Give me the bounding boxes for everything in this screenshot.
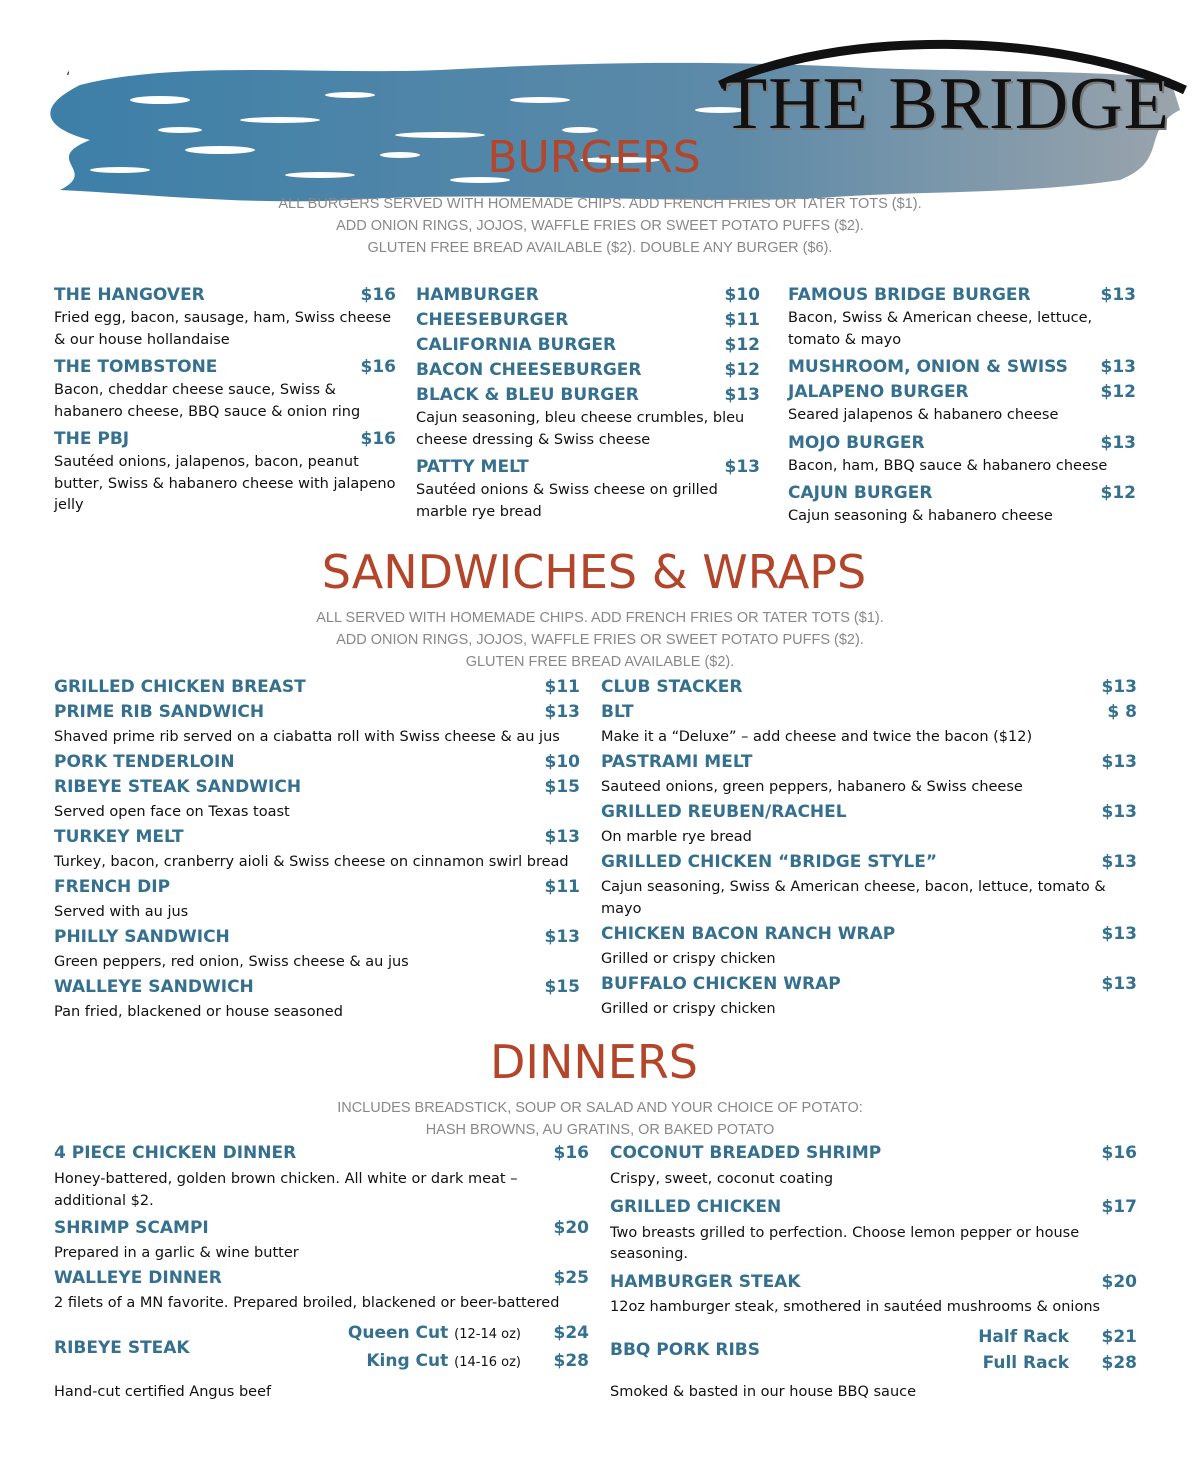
menu-item [54, 675, 580, 700]
sandwiches-title: SANDWICHES & WRAPS [321, 545, 867, 599]
sandwiches-column-2 [601, 675, 1137, 1022]
menu-item [788, 431, 1146, 456]
burgers-notes [0, 193, 1200, 259]
menu-item [610, 1270, 1137, 1295]
item-description: Served open face on Texas toast [54, 804, 290, 820]
item-name: 4 PIECE CHICKEN DINNER [54, 1143, 297, 1163]
item-name: PASTRAMI MELT [601, 752, 753, 772]
dinners-column-1 [54, 1141, 589, 1404]
burgers-column-2 [416, 283, 760, 523]
menu-item [416, 308, 760, 333]
dinners-column-2 [610, 1141, 1137, 1403]
menu-item [601, 700, 1137, 725]
ribs-options [978, 1324, 1137, 1376]
item-price: $20 [553, 1218, 589, 1238]
item-description: Turkey, bacon, cranberry aioli & Swiss cheese on cinnamon swirl bread [54, 854, 569, 870]
item-price: $17 [1101, 1196, 1137, 1217]
item-name: PORK TENDERLOIN [54, 752, 235, 772]
sandwiches-notes [0, 607, 1200, 673]
item-price: $13 [724, 385, 760, 405]
item-description: Crispy, sweet, coconut coating [610, 1171, 834, 1187]
item-price: $ 8 [1107, 702, 1137, 722]
item-price: $13 [724, 457, 760, 477]
item-name: WALLEYE SANDWICH [54, 977, 254, 997]
burgers-note-3: GLUTEN FREE BREAD AVAILABLE ($2). DOUBLE ANY BURGER ($6). [367, 240, 833, 256]
menu-item [54, 925, 580, 950]
dinners-note-2: HASH BROWNS, AU GRATINS, OR BAKED POTATO [425, 1122, 775, 1138]
item-name: HAMBURGER [416, 285, 539, 305]
menu-item [788, 481, 1146, 506]
item-name: BBQ PORK RIBS [610, 1339, 760, 1360]
item-description: Sautéed onions, jalapenos, bacon, peanut butter, Swiss & habanero cheese with jalapeno jelly [54, 454, 396, 513]
rack-name: Full Rack [982, 1352, 1069, 1373]
item-name: BUFFALO CHICKEN WRAP [601, 974, 841, 994]
item-price: $16 [360, 285, 396, 305]
menu-item [54, 700, 580, 725]
item-description: Two breasts grilled to perfection. Choose lemon pepper or house seasoning. [610, 1224, 1080, 1262]
item-description: Grilled or crispy chicken [601, 1001, 776, 1017]
item-description: Pan fried, blackened or house seasoned [54, 1004, 343, 1020]
item-price: $25 [553, 1268, 589, 1288]
menu-item [416, 358, 760, 383]
cut-name: Queen Cut [347, 1323, 449, 1343]
item-description: Sautéed onions & Swiss cheese on grilled marble rye bread [416, 482, 718, 520]
menu-item [54, 355, 396, 380]
dinners-notes [0, 1097, 1200, 1141]
item-price: $10 [544, 752, 580, 772]
item-description: Sauteed onions, green peppers, habanero & Swiss cheese [601, 779, 1023, 795]
item-description: Smoked & basted in our house BBQ sauce [610, 1383, 917, 1400]
item-price: $16 [1101, 1143, 1137, 1163]
item-name: CHEESEBURGER [416, 310, 569, 330]
cut-size: (14-16 oz) [454, 1355, 521, 1370]
bbq-pork-ribs-item [610, 1324, 1137, 1376]
item-name: GRILLED CHICKEN [610, 1196, 782, 1217]
item-price: $12 [724, 335, 760, 355]
menu-item [416, 455, 760, 480]
item-description: Cajun seasoning, bleu cheese crumbles, bleu cheese dressing & Swiss cheese [416, 410, 745, 448]
cut-option [348, 1320, 589, 1348]
rack-price: $21 [1101, 1326, 1137, 1347]
menu-item [54, 1216, 589, 1241]
item-name: TURKEY MELT [54, 827, 184, 847]
item-name: CAJUN BURGER [788, 483, 933, 503]
item-price: $13 [1100, 285, 1136, 305]
item-description: Shaved prime rib served on a ciabatta roll with Swiss cheese & au jus [54, 729, 560, 745]
burgers-column-3 [788, 283, 1146, 528]
cut-size: (12-14 oz) [454, 1327, 521, 1342]
item-name: THE HANGOVER [54, 285, 205, 305]
item-description: Bacon, cheddar cheese sauce, Swiss & habanero cheese, BBQ sauce & onion ring [54, 382, 361, 420]
item-price: $15 [544, 977, 580, 997]
item-name: CLUB STACKER [601, 677, 743, 697]
item-price: $13 [1101, 924, 1137, 944]
item-description: Honey-battered, golden brown chicken. All white or dark meat – additional $2. [54, 1171, 518, 1209]
item-price: $13 [1101, 752, 1137, 772]
cut-option [348, 1348, 589, 1376]
menu-item [54, 427, 396, 452]
menu-item [54, 283, 396, 308]
item-name: BLT [601, 702, 634, 722]
menu-item [416, 383, 760, 408]
item-price: $13 [1100, 432, 1136, 453]
item-price: $13 [544, 827, 580, 847]
rack-name: Half Rack [978, 1326, 1069, 1347]
menu-item [601, 800, 1137, 825]
item-name: THE PBJ [54, 429, 130, 449]
item-description: Green peppers, red onion, Swiss cheese & au jus [54, 954, 409, 970]
sandwiches-note-3: GLUTEN FREE BREAD AVAILABLE ($2). [465, 654, 735, 670]
rack-price: $28 [1101, 1352, 1137, 1373]
item-description: Cajun seasoning & habanero cheese [788, 508, 1053, 524]
item-name: PATTY MELT [416, 457, 529, 477]
item-name: PRIME RIB SANDWICH [54, 702, 265, 722]
item-price: $11 [544, 677, 580, 697]
rack-option [978, 1324, 1137, 1350]
ribeye-steak-item [54, 1320, 589, 1376]
item-name: MUSHROOM, ONION & SWISS [788, 357, 1068, 377]
menu-item [601, 750, 1137, 775]
menu-item [601, 922, 1137, 947]
item-name: RIBEYE STEAK [54, 1338, 190, 1358]
item-name: WALLEYE DINNER [54, 1268, 222, 1288]
item-description: Prepared in a garlic & wine butter [54, 1245, 299, 1261]
sandwiches-note-1: ALL SERVED WITH HOMEMADE CHIPS. ADD FRENCH FRIES OR TATER TOTS ($1). [316, 610, 884, 626]
menu-item [610, 1195, 1137, 1220]
item-description: Bacon, Swiss & American cheese, lettuce, tomato & mayo [788, 310, 1093, 348]
item-name: GRILLED CHICKEN BREAST [54, 677, 306, 697]
burgers-title: BURGERS [487, 132, 701, 183]
item-name: GRILLED CHICKEN “BRIDGE STYLE” [601, 852, 938, 872]
item-description: Served with au jus [54, 904, 189, 920]
item-price: $12 [1100, 483, 1136, 503]
item-description: Fried egg, bacon, sausage, ham, Swiss cheese & our house hollandaise [54, 310, 392, 348]
menu-item [54, 825, 580, 850]
stray-mark: ‘ [66, 70, 71, 86]
item-price: $13 [1101, 974, 1137, 994]
menu-item [54, 1266, 589, 1291]
item-name: PHILLY SANDWICH [54, 927, 230, 947]
item-description: 2 filets of a MN favorite. Prepared broiled, blackened or beer-battered [54, 1295, 560, 1311]
item-description: Grilled or crispy chicken [601, 951, 776, 967]
item-name: COCONUT BREADED SHRIMP [610, 1143, 882, 1163]
sandwiches-column-1 [54, 675, 580, 1025]
item-description: 12oz hamburger steak, smothered in sautéed mushrooms & onions [610, 1298, 1101, 1315]
item-price: $13 [1101, 852, 1137, 872]
item-name: MOJO BURGER [788, 432, 925, 453]
menu-item [788, 355, 1146, 380]
menu-item [54, 1141, 589, 1166]
item-name: CHICKEN BACON RANCH WRAP [601, 924, 896, 944]
item-price: $13 [1100, 357, 1136, 377]
item-price: $12 [724, 360, 760, 380]
menu-item [610, 1141, 1137, 1166]
menu-item [54, 875, 580, 900]
menu-item [416, 283, 760, 308]
cut-name: King Cut [366, 1351, 449, 1371]
item-price: $13 [544, 927, 580, 947]
item-name: FRENCH DIP [54, 877, 171, 897]
dinners-note-1: INCLUDES BREADSTICK, SOUP OR SALAD AND YOUR CHOICE OF POTATO: [337, 1100, 863, 1116]
ribeye-cuts [348, 1320, 589, 1376]
item-price: $20 [1101, 1271, 1137, 1292]
burgers-note-2: ADD ONION RINGS, JOJOS, WAFFLE FRIES OR SWEET POTATO PUFFS ($2). [336, 218, 864, 234]
burgers-note-1: ALL BURGERS SERVED WITH HOMEMADE CHIPS. ADD FRENCH FRIES OR TATER TOTS ($1). [278, 196, 922, 212]
item-name: CALIFORNIA BURGER [416, 335, 617, 355]
item-name: JALAPENO BURGER [788, 382, 969, 402]
item-description: Bacon, ham, BBQ sauce & habanero cheese [788, 457, 1108, 474]
item-name: FAMOUS BRIDGE BURGER [788, 285, 1031, 305]
item-price: $16 [553, 1143, 589, 1163]
item-price: $10 [724, 285, 760, 305]
menu-item [54, 775, 580, 800]
cut-price: $24 [553, 1323, 589, 1343]
burgers-column-1 [54, 283, 396, 517]
item-description: Make it a “Deluxe” – add cheese and twice the bacon ($12) [601, 729, 1033, 745]
item-price: $11 [724, 310, 760, 330]
dinners-title: DINNERS [489, 1035, 699, 1089]
menu-item [54, 750, 580, 775]
item-name: THE TOMBSTONE [54, 357, 218, 377]
menu-item [54, 975, 580, 1000]
menu-item [416, 333, 760, 358]
item-description: Cajun seasoning, Swiss & American cheese, bacon, lettuce, tomato & mayo [601, 879, 1106, 917]
item-name: BACON CHEESEBURGER [416, 360, 642, 380]
item-description: Seared jalapenos & habanero cheese [788, 407, 1059, 423]
item-price: $13 [544, 702, 580, 722]
item-description: On marble rye bread [601, 829, 752, 845]
rack-option [978, 1350, 1137, 1376]
item-description: Hand-cut certified Angus beef [54, 1384, 272, 1400]
item-price: $13 [1101, 677, 1137, 697]
menu-item [601, 972, 1137, 997]
menu-item [601, 850, 1137, 875]
item-name: HAMBURGER STEAK [610, 1271, 801, 1292]
item-price: $16 [360, 357, 396, 377]
menu-item [788, 380, 1146, 405]
item-name: GRILLED REUBEN/RACHEL [601, 802, 847, 822]
item-name: RIBEYE STEAK SANDWICH [54, 777, 302, 797]
logo-text: THE BRIDGE [722, 63, 1170, 145]
sandwiches-note-2: ADD ONION RINGS, JOJOS, WAFFLE FRIES OR SWEET POTATO PUFFS ($2). [336, 632, 864, 648]
item-price: $11 [544, 877, 580, 897]
cut-price: $28 [553, 1351, 589, 1371]
item-name: SHRIMP SCAMPI [54, 1218, 209, 1238]
menu-item [601, 675, 1137, 700]
item-price: $13 [1101, 802, 1137, 822]
item-price: $15 [544, 777, 580, 797]
item-name: BLACK & BLEU BURGER [416, 385, 639, 405]
item-price: $12 [1100, 382, 1136, 402]
item-price: $16 [360, 429, 396, 449]
menu-item [788, 283, 1146, 308]
